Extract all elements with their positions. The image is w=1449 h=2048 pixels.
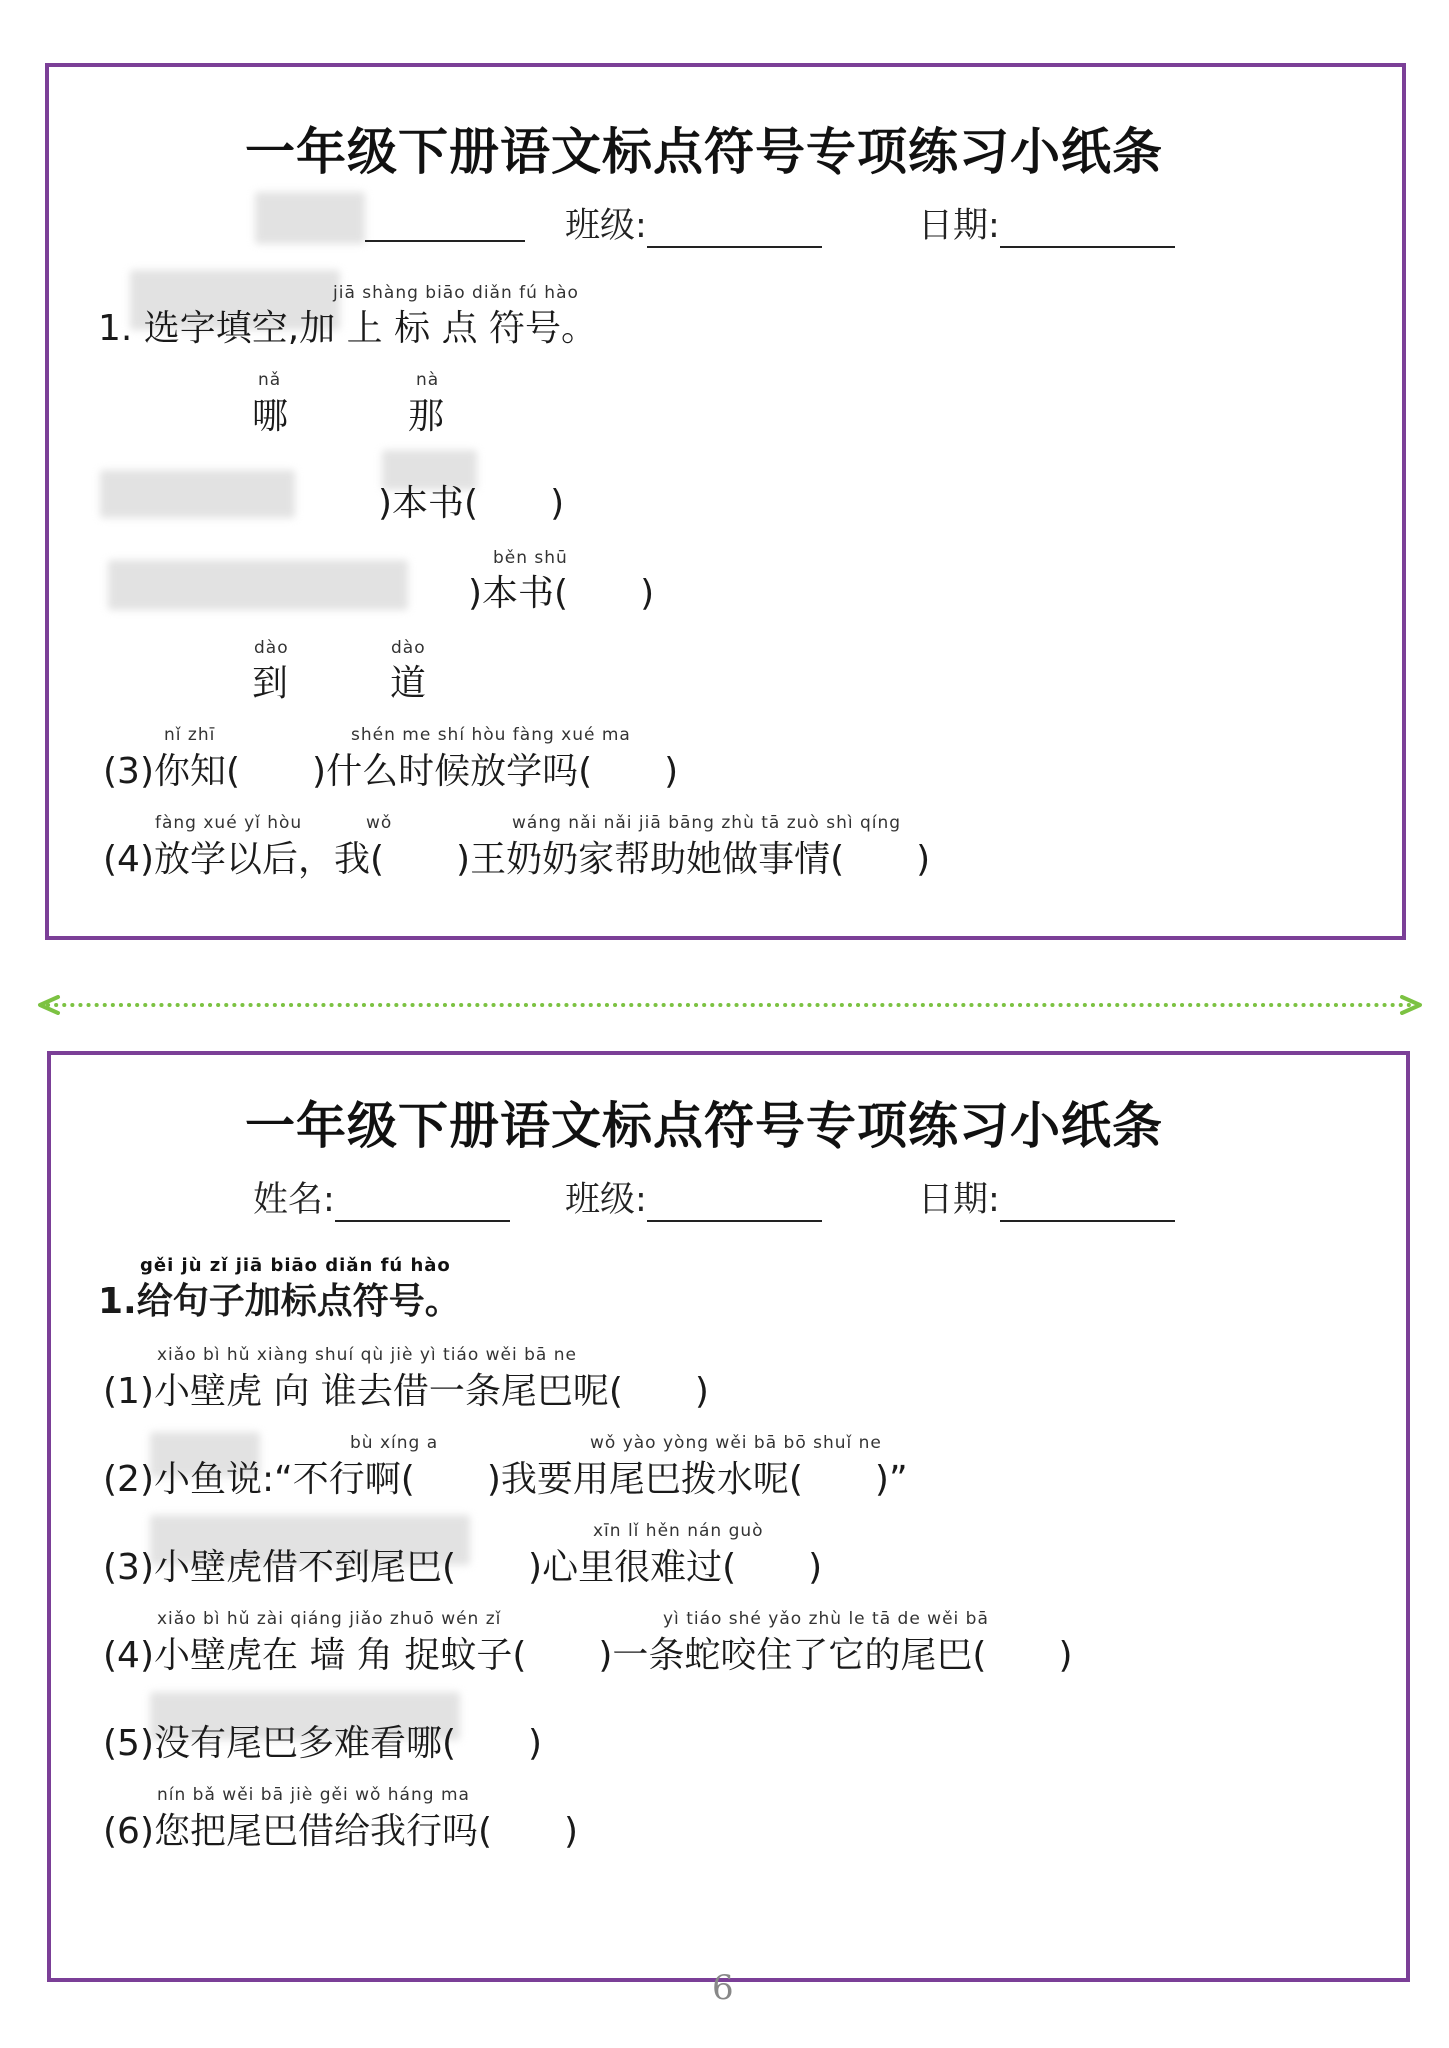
card2-s5-text: (5)没有尾巴多难看哪( ) xyxy=(103,1723,543,1764)
card1-pair2-pinyin-b: dào xyxy=(391,638,426,658)
card2-name-underline xyxy=(335,1186,510,1222)
card2-date-label xyxy=(918,1172,1175,1222)
card1-line3-text: (3)你知( )什么时候放学吗( ) xyxy=(103,751,679,792)
card1-date-underline xyxy=(1000,212,1175,248)
card1-line3-pinyin-a: nǐ zhī xyxy=(164,725,216,745)
card1-pair1-char-b: 那 xyxy=(408,396,445,437)
card2-s3-text: (3)小壁虎借不到尾巴( )心里很难过( ) xyxy=(103,1547,823,1588)
card2-class-label-text: 班级: xyxy=(565,1180,647,1220)
card1-date-label xyxy=(918,198,1175,248)
card2-name-label-text: 姓名: xyxy=(253,1180,335,1220)
card1-q1-text: 1. 选字填空,加 上 标 点 符号。 xyxy=(98,308,598,349)
card2-title: 一年级下册语文标点符号专项练习小纸条 xyxy=(245,1097,1163,1155)
card2-s1-text: (1)小壁虎 向 谁去借一条尾巴呢( ) xyxy=(103,1371,709,1412)
card1-line2-blurred xyxy=(108,560,408,610)
card1-line4-pinyin-c: wáng nǎi nǎi jiā bāng zhù tā zuò shì qíng xyxy=(512,813,902,833)
card1-line2-text: )本书( ) xyxy=(468,573,655,614)
card2-s1-pinyin: xiǎo bì hǔ xiàng shuí qù jiè yì tiáo wěi bā ne xyxy=(157,1345,577,1365)
card1-line1-blurred xyxy=(100,470,295,518)
card1-line4-pinyin-b: wǒ xyxy=(366,813,393,833)
card1-pair2-char-b: 道 xyxy=(390,663,427,704)
card1-line4-pinyin-a: fàng xué yǐ hòu xyxy=(155,813,303,833)
card2-s4-text: (4)小壁虎在 墙 角 捉蚊子( )一条蛇咬住了它的尾巴( ) xyxy=(103,1635,1073,1676)
dotted-arrow-divider xyxy=(36,995,1424,1015)
card1-pair2-pinyin-a: dào xyxy=(254,638,289,658)
card1-pair2-char-a: 到 xyxy=(252,663,289,704)
card1-line4-text: (4)放学以后，我( )王奶奶家帮助她做事情( ) xyxy=(103,839,931,880)
card2-q1-pinyin: gěi jù zǐ jiā biāo diǎn fú hào xyxy=(140,1255,451,1276)
card1-line1-text: )本书( ) xyxy=(378,483,565,524)
card1-pair1-pinyin-b: nà xyxy=(416,370,440,390)
card1-name-underline xyxy=(365,206,525,242)
card2-s6-pinyin: nín bǎ wěi bā jiè gěi wǒ háng ma xyxy=(157,1785,470,1805)
card2-s2-text: (2)小鱼说:“不行啊( )我要用尾巴拨水呢( )” xyxy=(103,1459,908,1500)
card1-line3-pinyin-b: shén me shí hòu fàng xué ma xyxy=(351,725,631,745)
card2-s3-pinyin: xīn lǐ hěn nán guò xyxy=(593,1521,764,1541)
card2-s2-pinyin-b: wǒ yào yòng wěi bā bō shuǐ ne xyxy=(590,1433,882,1453)
card2-s6-text: (6)您把尾巴借给我行吗( ) xyxy=(103,1811,579,1852)
card2-date-underline xyxy=(1000,1186,1175,1222)
card1-class-underline xyxy=(647,212,822,248)
card1-date-label-text: 日期: xyxy=(918,206,1000,246)
card1-name-blurred xyxy=(255,192,365,248)
card2-q1-text: 1.给句子加标点符号。 xyxy=(98,1281,461,1322)
card1-q1-pinyin: jiā shàng biāo diǎn fú hào xyxy=(333,283,579,303)
card2-class-underline xyxy=(647,1186,822,1222)
card2-s4-pinyin-b: yì tiáo shé yǎo zhù le tā de wěi bā xyxy=(663,1609,989,1629)
card1-pair1-pinyin-a: nǎ xyxy=(258,370,282,390)
card1-pair1-char-a: 哪 xyxy=(252,396,289,437)
card1-title: 一年级下册语文标点符号专项练习小纸条 xyxy=(245,123,1163,181)
card1-line2-pinyin: běn shū xyxy=(493,548,568,568)
card2-s2-pinyin-a: bù xíng a xyxy=(350,1433,439,1453)
page-number: 6 xyxy=(712,1968,734,2008)
arrow-right-icon xyxy=(1402,997,1420,1013)
card2-class-label xyxy=(565,1172,822,1222)
card1-class-label xyxy=(565,198,822,248)
card2-s4-pinyin-a: xiǎo bì hǔ zài qiáng jiǎo zhuō wén zǐ xyxy=(157,1609,502,1629)
card1-class-label-text: 班级: xyxy=(565,206,647,246)
card2-date-label-text: 日期: xyxy=(918,1180,1000,1220)
card2-name-label xyxy=(253,1172,510,1222)
